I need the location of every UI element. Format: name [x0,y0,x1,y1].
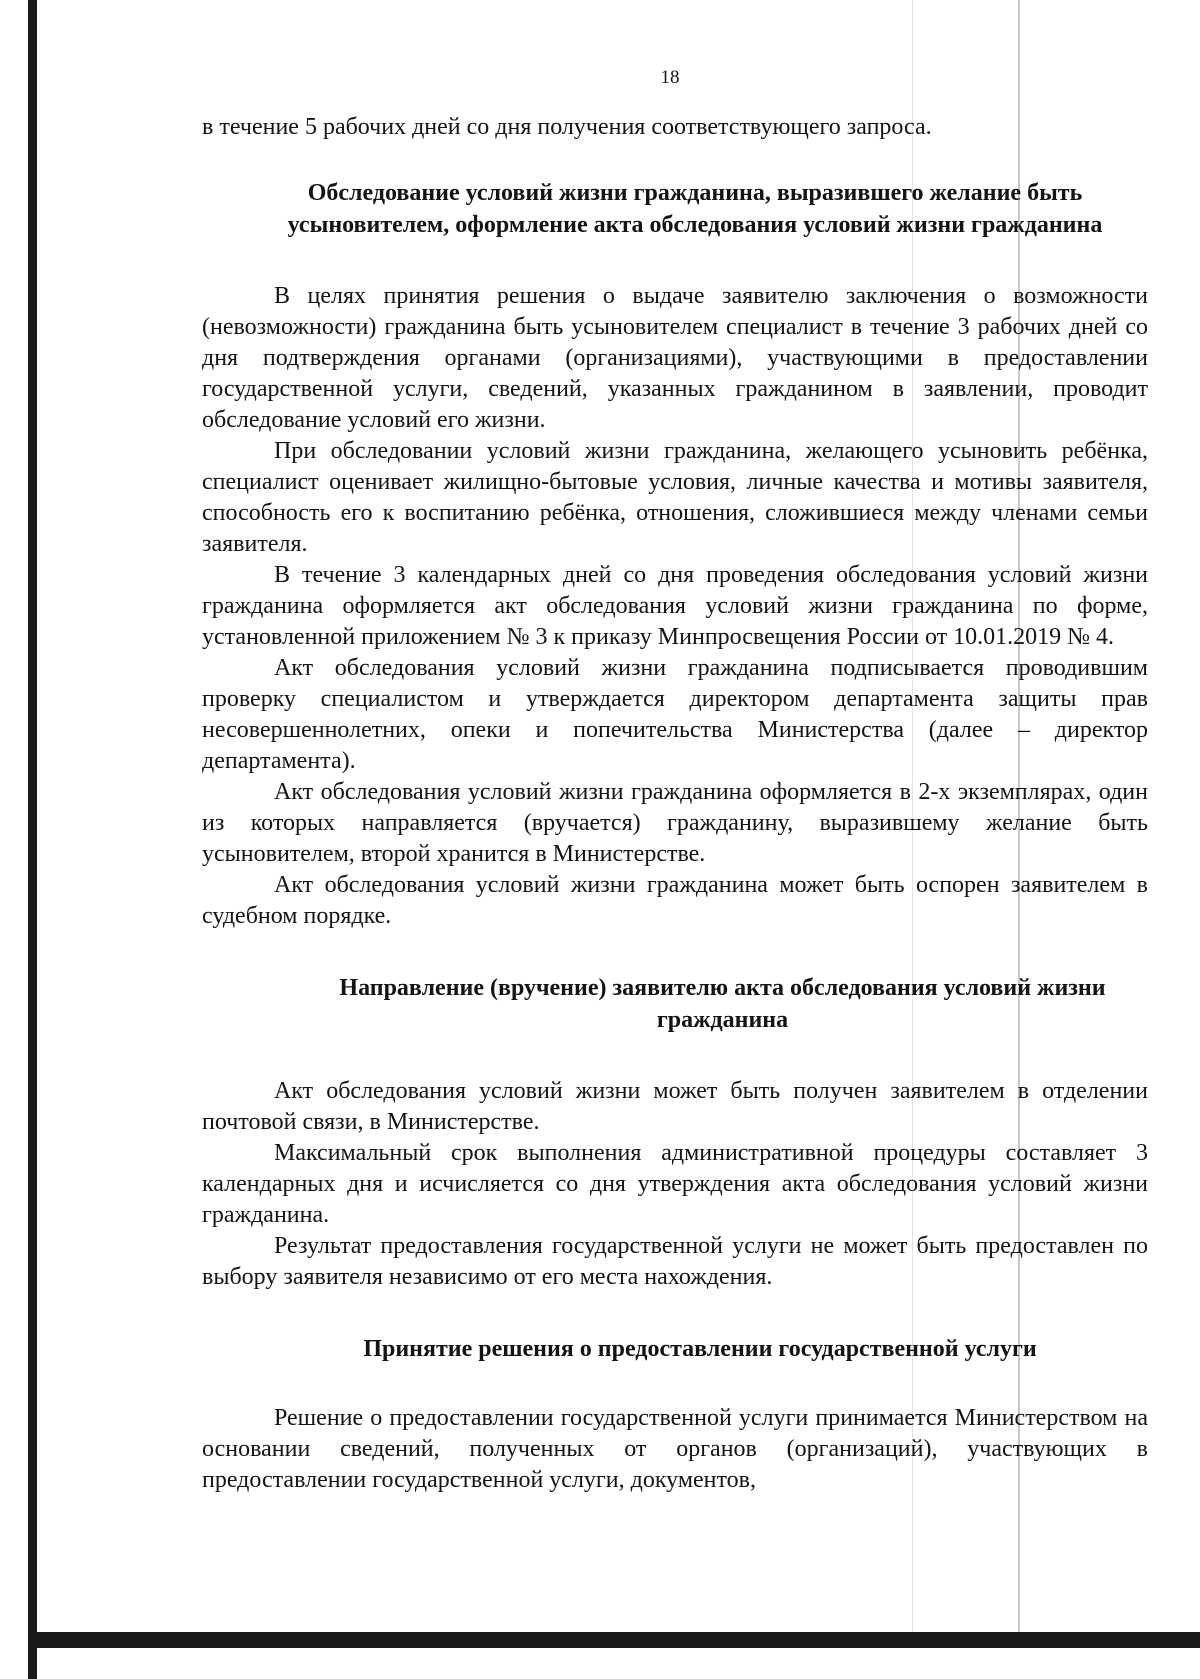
section-heading: Направление (вручение) заявителю акта обследования условий жизни гражданина [339,975,1106,1033]
paragraph: В целях принятия решения о выдаче заявителю заключения о возможности (невозможности) гражданина быть усыновителем специалист в течение 3 рабочих дней со дня подтверждения органами (организациями), участвующими в предоставлении государственной услуги, сведений, указанных гражданином в заявлении, проводит обследование условий его жизни. [202,283,1148,433]
paragraph: В течение 3 календарных дней со дня проведения обследования условий жизни гражданина оформляется акт обследования условий жизни гражданина по форме, установленной приложением № 3 к приказу Минпросвещения России от 10.01.2019 № 4. [202,562,1148,650]
paragraph: Результат предоставления государственной услуги не может быть предоставлен по выбору заявителя независимо от его места нахождения. [202,1233,1148,1290]
paragraph: При обследовании условий жизни гражданина, желающего усыновить ребёнка, специалист оценивает жилищно-бытовые условия, личные качества и мотивы заявителя, способность его к воспитанию ребёнка, отношения, сложившиеся между членами семьи заявителя. [202,438,1148,557]
paragraph: Акт обследования условий жизни гражданина оформляется в 2-х экземплярах, один из которых направляется (вручается) гражданину, выразившему желание быть усыновителем, второй хранится в Министерстве. [202,779,1148,867]
paragraph: Решение о предоставлении государственной услуги принимается Министерством на основании сведений, полученных от органов (организаций), участвующих в предоставлении государственной услуги, документов, [202,1405,1148,1493]
scan-edge-bottom [28,1632,1200,1648]
scan-edge-left [28,0,37,1679]
section-heading: Принятие решения о предоставлении государственной услуги [363,1336,1037,1362]
section-heading: Обследование условий жизни гражданина, выразившего желание быть усыновителем, оформление акта обследования условий жизни гражданина [287,180,1103,238]
intro-line: в течение 5 рабочих дней со дня получения соответствующего запроса. [202,114,932,140]
paragraph: Максимальный срок выполнения административной процедуры составляет 3 календарных дня и исчисляется со дня утверждения акта обследования условий жизни гражданина. [202,1140,1148,1228]
paragraph: Акт обследования условий жизни гражданина подписывается проводившим проверку специалистом и утверждается директором департамента защиты прав несовершеннолетних, опеки и попечительства Министерства (далее – директор департамента). [202,655,1148,774]
paragraph: Акт обследования условий жизни гражданина может быть оспорен заявителем в судебном порядке. [202,872,1148,929]
document-body [202,112,1148,1496]
page-number: 18 [660,67,680,88]
paragraph: Акт обследования условий жизни может быть получен заявителем в отделении почтовой связи, в Министерстве. [202,1078,1148,1135]
